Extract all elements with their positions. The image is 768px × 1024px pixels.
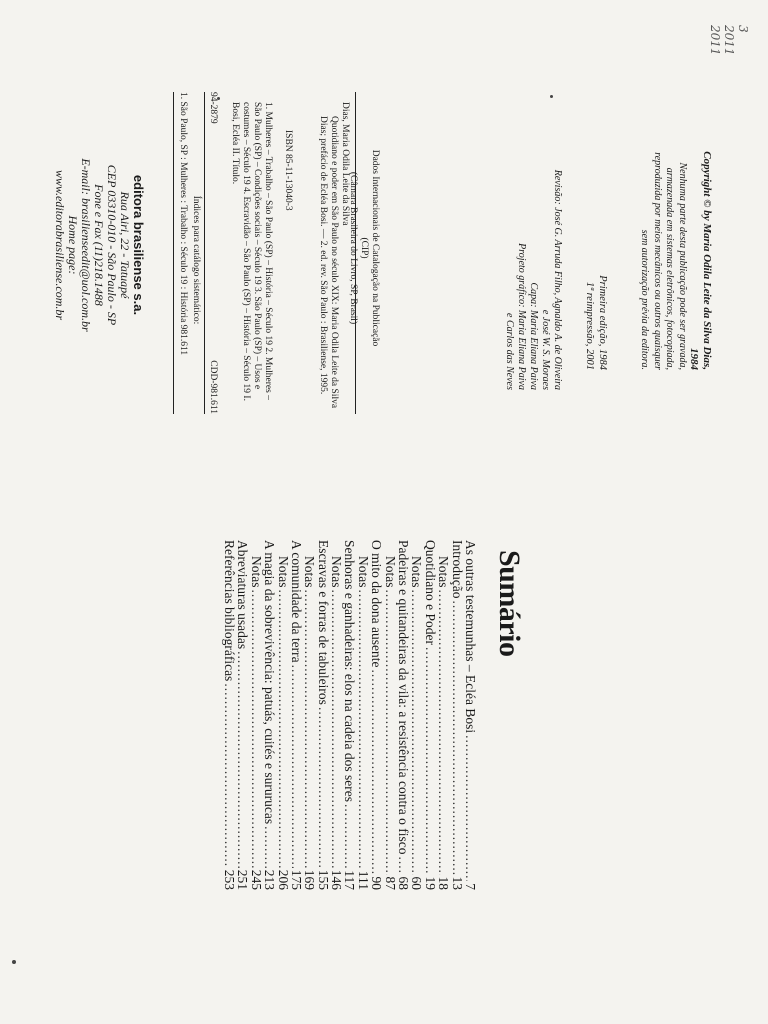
handwritten-notes (708, 25, 750, 56)
toc-entry-title: Notas (248, 556, 264, 588)
toc-entry-page: 117 (342, 870, 358, 890)
toc-entry-page: 206 (275, 869, 291, 890)
toc-entry (249, 540, 262, 890)
cip-heading (347, 148, 380, 348)
handwritten-note: 2011 (708, 25, 722, 56)
toc-entry-title: Quotidiano e Poder (422, 540, 438, 645)
toc-entry (343, 540, 356, 890)
toc-entry (397, 540, 410, 890)
toc-entry-page: 7 (463, 883, 478, 890)
publisher-address: Rua Airi, 22 - Tatuapé (118, 191, 132, 299)
toc-leader-dots (383, 590, 396, 875)
toc-entry-page: 68 (396, 876, 412, 890)
toc-entry-page: 87 (382, 876, 398, 890)
toc-entry-title: As outras testemunhas – Ecléa Bosi (463, 540, 478, 734)
toc-entry-title: Notas (275, 556, 291, 588)
copyright-text: Nenhuma parte desta publicação pode ser gravada, (677, 162, 688, 370)
toc-leader-dots (423, 647, 436, 875)
design-credit-cont: e Carlos das Neves (504, 313, 515, 390)
scan-speck (550, 95, 553, 98)
toc-entry (383, 540, 396, 890)
toc-entry-page: 175 (288, 869, 304, 890)
toc-leader-dots (249, 590, 262, 868)
toc-entry-title: Notas (409, 556, 425, 588)
toc-entry-title: Referências bibliográficas (221, 540, 237, 682)
handwritten-note: 2011 (722, 25, 736, 56)
toc-entry-page: 155 (315, 869, 331, 890)
toc-entry (236, 540, 249, 890)
summary-title: Sumário (493, 550, 526, 657)
toc-leader-dots (316, 707, 329, 868)
toc-entry (423, 540, 436, 890)
cip-author: Dias, Maria Odila Leite da Silva (340, 102, 350, 226)
toc-entry-page: 13 (449, 876, 465, 890)
divider (355, 92, 356, 414)
handwritten-note: 3 (736, 25, 750, 33)
toc-entry (370, 540, 383, 890)
copyright-notice (638, 130, 713, 370)
toc-entry-title: Notas (302, 556, 318, 588)
credits (503, 150, 563, 390)
toc-entry-page: 253 (221, 869, 237, 890)
toc-entry-title: Introdução (449, 540, 465, 599)
toc-entry (276, 540, 289, 890)
toc-entry-title: Notas (436, 556, 452, 588)
toc-entry-title: A magia da sobrevivência: patuás, cuités e sururucas (262, 540, 278, 825)
toc-entry-page: 60 (409, 876, 425, 890)
scan-speck (12, 960, 16, 964)
reprint-info: 1ª reimpressão, 2001 (584, 281, 596, 370)
toc-leader-dots (223, 683, 236, 867)
cdd-code: CDD-981.611 (208, 360, 218, 414)
toc-leader-dots (343, 804, 356, 868)
revision-credit: Revisão: José G. Arruda Filho, Agnaldo A. de Oliveira (552, 169, 563, 390)
toc-leader-dots (450, 600, 463, 874)
toc-entry (464, 540, 477, 890)
toc-entry (330, 540, 343, 890)
cip-heading-line: (Câmara Brasileira do Livro, SP, Brasil) (348, 171, 358, 325)
cip-codes (208, 92, 218, 414)
toc-leader-dots (303, 590, 316, 868)
toc-entry-title: Senhoras e ganhadeiras: elos na cadeia dos seres (342, 540, 358, 803)
cip-subjects: 1. Mulheres – Trabalho – São Paulo (SP) – História – Século 19 2. Mulheres – São Paulo (SP) – Condições sociais – Século 19 3. São Paulo (SP) – Usos e costumes – Século 19 4. Escravidão – São Paulo (SP) – História – Século 19 I. Bosi, Ecléa II. Título. (230, 102, 273, 401)
toc-entry-title: A comunidade da terra (288, 540, 304, 663)
toc-entry-page: 90 (369, 876, 385, 890)
toc-leader-dots (276, 590, 289, 868)
toc-entry-page: 251 (235, 869, 251, 890)
toc-entry (437, 540, 450, 890)
toc-entry-page: 213 (262, 869, 278, 890)
toc-leader-dots (263, 826, 276, 868)
publisher-email: E-mail: brasilienseedit@uol.com.br (79, 158, 93, 332)
publisher-info (53, 150, 146, 340)
toc-entry-page: 169 (302, 869, 318, 890)
index-entry: 1. São Paulo, SP : Mulheres : Trabalho : Século 19 : História 981.611 (178, 92, 188, 356)
toc-entry (450, 540, 463, 890)
divider (173, 92, 174, 414)
divider (204, 92, 205, 414)
cip-description: Quotidiano e poder em São Paulo no século XIX: Maria Odila Leite da Silva Dias; prefácio de Ecléa Bosi. — 2. ed. rev. São Paulo : Brasiliense, 1995. (318, 116, 339, 409)
toc-entry (290, 540, 303, 890)
toc-entry-page: 111 (355, 870, 371, 890)
copyright-text: sem autorização prévia da editora. (639, 229, 651, 370)
toc-entry-title: Escravas e forras de tabuleiros (315, 540, 331, 705)
toc-entry-title: Abreviaturas usadas (235, 540, 251, 650)
toc-entry-title: Notas (329, 556, 345, 588)
publisher-phone: Fone e Fax (11)218.1488 (92, 184, 106, 306)
copyright-line: Copyright © by Maria Odila Leite da Silva Dias, 1984 (688, 151, 713, 370)
copyright-text: reproduzida por meios mecânicos ou outros quaisquer (652, 152, 663, 370)
cover-credit: Capa: Maria Eliana Paiva (528, 282, 539, 390)
toc-entry (316, 540, 329, 890)
index-heading-line: Índices para catálogo sistemático: (191, 195, 201, 325)
cip-entry (317, 102, 350, 414)
toc-leader-dots (370, 669, 383, 874)
toc-entry-page: 18 (436, 876, 452, 890)
toc-entry (263, 540, 276, 890)
toc-entry-title: Notas (355, 556, 371, 588)
toc-entry-title: O mito da dona ausente (369, 540, 385, 668)
table-of-contents (223, 540, 477, 890)
edition-info (583, 255, 608, 370)
toc-entry (303, 540, 316, 890)
revision-credit-cont: e José W. S. Moraes (540, 309, 551, 390)
first-edition: Primeira edição, 1984 (597, 275, 608, 370)
toc-entry-title: Padeiras e quitandeiras da vila: a resistência contra o fisco (396, 540, 412, 855)
toc-leader-dots (464, 735, 477, 881)
toc-leader-dots (397, 857, 410, 875)
toc-leader-dots (437, 590, 450, 875)
toc-entry-page: 19 (422, 876, 438, 890)
toc-entry (356, 540, 369, 890)
toc-leader-dots (330, 590, 343, 868)
toc-leader-dots (356, 590, 369, 869)
toc-entry (410, 540, 423, 890)
publisher-name: editora brasiliense s.a. (131, 174, 146, 316)
toc-entry-page: 146 (329, 869, 345, 890)
index-heading (190, 160, 201, 360)
toc-leader-dots (290, 665, 303, 868)
design-credit: Projeto gráfico: Maria Eliana Paiva (516, 243, 527, 390)
publisher-homepage: Home page: www.editorabrasiliense.com.br (53, 169, 80, 321)
publisher-cep: CEP 03310-010 - São Paulo - SP (105, 164, 119, 326)
isbn: ISBN 85-11-13040-3 (283, 130, 293, 211)
cip-heading-line: Dados Internacionais de Catalogação na Publicação (CIP) (359, 149, 380, 347)
copyright-text: armazenada em sistemas eletrônicos, fotocopiada, (664, 167, 676, 370)
toc-entry (223, 540, 236, 890)
toc-entry-title: Notas (382, 556, 398, 588)
toc-entry-page: 245 (248, 869, 264, 890)
toc-leader-dots (410, 590, 423, 875)
cip-code: 94-2879 (208, 92, 218, 124)
toc-leader-dots (236, 651, 249, 868)
